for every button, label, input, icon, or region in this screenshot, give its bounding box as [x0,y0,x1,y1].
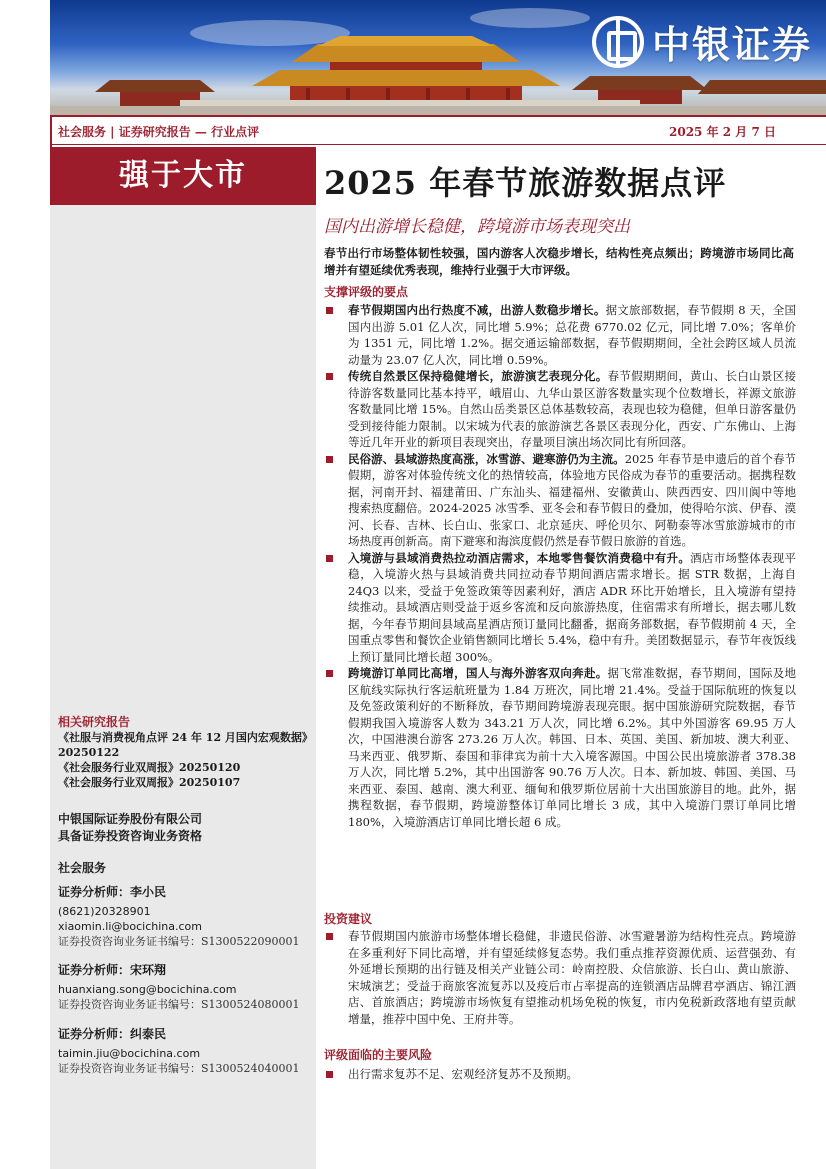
industry-name: 社会服务 [58,861,107,875]
point-text: 春节假期期间，黄山、长白山景区接待游客数量同比基本持平，峨眉山、九华山景区游客数量实现个位数增长，祥源文旅游客数量同比增 15%。自然山岳类景区总体基数较高，表现也较为稳健，但单日游客量仍受到接待能力限制。以宋城为代表的旅游演艺各景区表现分化，西安、广东佛山、上海等近几年开业的新项目表现突出，存量项目演出场次同比有所回落。 [348,369,797,449]
list-item [324,928,796,1027]
point-lead: 入境游与县域消费热拉动酒店需求，本地零售餐饮消费稳中有升。 [348,550,691,565]
breadcrumb: 社会服务 | 证券研究报告 — 行业点评 [58,125,260,139]
sidebar [50,147,316,1169]
bullet-square-icon [326,555,333,562]
related-report-item[interactable]: 《社会服务行业双周报》20250120 [58,761,241,774]
investment-heading: 投资建议 [324,912,373,926]
analyst-email[interactable]: xiaomin.li@bocichina.com [58,920,202,933]
breadcrumb-bar [50,115,826,145]
related-reports-title: 相关研究报告 [58,715,131,729]
bullet-square-icon [326,307,333,314]
bullet-square-icon [326,1071,333,1078]
bullet-square-icon [326,670,333,677]
list-item [324,451,796,550]
bank-of-china-logo-icon [592,16,644,68]
report-title: 2025 年春节旅游数据点评 [324,164,727,202]
investment-list [324,928,796,1027]
report-subtitle: 国内出游增长稳健，跨境游市场表现突出 [324,217,630,237]
point-lead: 跨境游订单同比高增，国人与海外游客双向奔赴。 [348,666,608,680]
risk-text: 出行需求复苏不足、宏观经济复苏不及预期。 [348,1067,578,1081]
summary-paragraph: 春节出行市场整体韧性较强，国内游客人次稳步增长，结构性亮点频出；跨境游市场同比高增并有望延续优秀表现，维持行业强于大市评级。 [324,246,794,277]
point-text: 酒店市场整体表现平稳，入境游火热与县域消费共同拉动春节期间酒店需求增长。据 STR 数据，上海自 24Q3 以来，受益于免签政策等因素利好，酒店 ADR 环比开始增长，且入境游有望持续推动。县域酒店则受益于返乡客流和反向旅游热度，住宿需求有所增长，据去哪儿数据，今年春节期间县域高星酒店预订量同比翻番，据商务部数据，春节假期前 4 天，全国重点零售和餐饮企业销售额同比增长 5.4%，稳中有升。美团数据显示，春节年夜饭线上预订量同比增长超 300%。 [348,550,797,664]
analyst-email[interactable]: taimin.jiu@bocichina.com [58,1047,201,1060]
list-item [324,1066,796,1083]
point-text: 据飞常准数据，春节期间，国际及地区航线实际执行客运航班量为 1.84 万班次，同比增 21.4%。受益于国际航班的恢复以及免签政策利好的不断释放，春节期间跨境游表现亮眼。据中国旅游研究院数据，春节假期我国入境游客人数为 343.21 万人次，同比增 6.2%。其中外国游客 69.95 万人次，中国港澳台游客 273.26 万人次。韩国、日本、英国、美国、新加坡、澳大利亚、马来西亚、俄罗斯、泰国和菲律宾为前十大入境客源国。中国公民出境旅游者 378.38 万人次，同比增 5.2%，其中出国游客 90.76 万人次。日本、新加坡、韩国、美国、马来西亚、泰国、越南、澳大利亚、缅甸和俄罗斯位居前十大出国旅游目的地。此外，据携程数据，春节假期，跨境游整体订单同比增长 3 成，其中入境游门票订单同比增 180%，入境游酒店订单同比增长超 6 成。 [348,666,797,829]
support-points-heading: 支撑评级的要点 [324,285,409,299]
related-report-item[interactable]: 《社服与消费视角点评 24 年 12 月国内宏观数据》20250122 [58,731,308,759]
support-points-list [324,302,796,830]
point-lead: 民俗游、县域游热度高涨，冰雪游、避寒游仍为主流。 [348,451,625,466]
point-lead: 春节假期国内出行热度不减，出游人数稳步增长。 [348,303,606,317]
brand-logo [592,14,812,69]
analyst-cert: 证券投资咨询业务证书编号：S1300522090001 [58,935,300,948]
list-item [324,665,796,830]
analyst-cert: 证券投资咨询业务证书编号：S1300524040001 [58,1062,300,1075]
industry-label [58,860,310,877]
point-text: 2025 年春节是申遗后的首个春节假期，游客对体验传统文化的热情较高，体验地方民俗成为春节的重要活动。据携程数据，河南开封、福建莆田、广东汕头、福建福州、安徽黄山、陕西西安、四川阆中等地搜索热度翻倍。2024-2025 冰雪季、亚冬会和春节假日的叠加，使得哈尔滨、伊春、漠河、长春、吉林、长白山、张家口、北京延庆、呼伦贝尔、阿勒泰等冰雪旅游城市的市场热度再创新高。南下避寒和海滨度假仍然是春节假日旅游的首选。 [348,451,796,548]
company-qualification: 具备证券投资咨询业务资格 [58,829,203,843]
analyst-name: 证券分析师：宋环翔 [58,963,167,977]
point-text: 据文旅部数据，春节假期 8 天，全国国内出游 5.01 亿人次，同比增 5.9%；总花费 6770.02 亿元，同比增 7.0%；客单价为 1351 元，同比增 1.2%。据交通运输部数据，春节假期期间，全社会跨区域人员流动量为 23.07 亿人次，同比增 0.59%。 [348,303,796,367]
list-item [324,368,796,451]
analyst-card [58,1027,310,1076]
list-item [324,550,796,666]
header-banner [50,0,826,115]
bullet-square-icon [326,456,333,463]
analyst-card [58,885,310,949]
analyst-card [58,963,310,1012]
bullet-square-icon [326,373,333,380]
analyst-email[interactable]: huanxiang.song@bocichina.com [58,983,237,996]
analyst-name: 证券分析师：纠泰民 [58,1027,167,1041]
brand-name: 中银证券 [651,23,812,67]
bullet-square-icon [326,933,333,940]
related-reports [58,715,310,790]
related-report-item[interactable]: 《社会服务行业双周报》20250107 [58,776,241,789]
report-date: 2025 年 2 月 7 日 [669,125,776,139]
rating-badge: 强于大市 [50,147,316,205]
analyst-phone: (8621)20328901 [58,905,151,918]
company-info [58,811,310,845]
point-lead: 传统自然景区保持稳健增长，旅游演艺表现分化。 [348,369,608,383]
company-name: 中银国际证券股份有限公司 [58,812,203,826]
investment-text: 春节假期国内旅游市场整体增长稳健，非遗民俗游、冰雪避暑游为结构性亮点。跨境游在多重利好下同比高增，并有望延续修复态势。我们重点推荐资源优质、运营强劲、有外延增长预期的出行链及相关产业链公司：岭南控股、众信旅游、长白山、黄山旅游、宋城演艺；受益于商旅客流复苏以及疫后市占率提高的连锁酒店品牌君亭酒店、锦江酒店、首旅酒店；跨境游市场恢复有望推动机场免税的恢复，市内免税新政落地有望贡献增量，推荐中国中免、王府井等。 [348,929,796,1026]
risk-list [324,1066,796,1083]
analyst-cert: 证券投资咨询业务证书编号：S1300524080001 [58,998,300,1011]
analyst-name: 证券分析师：李小民 [58,885,167,899]
risk-heading: 评级面临的主要风险 [324,1048,433,1062]
list-item [324,302,796,368]
